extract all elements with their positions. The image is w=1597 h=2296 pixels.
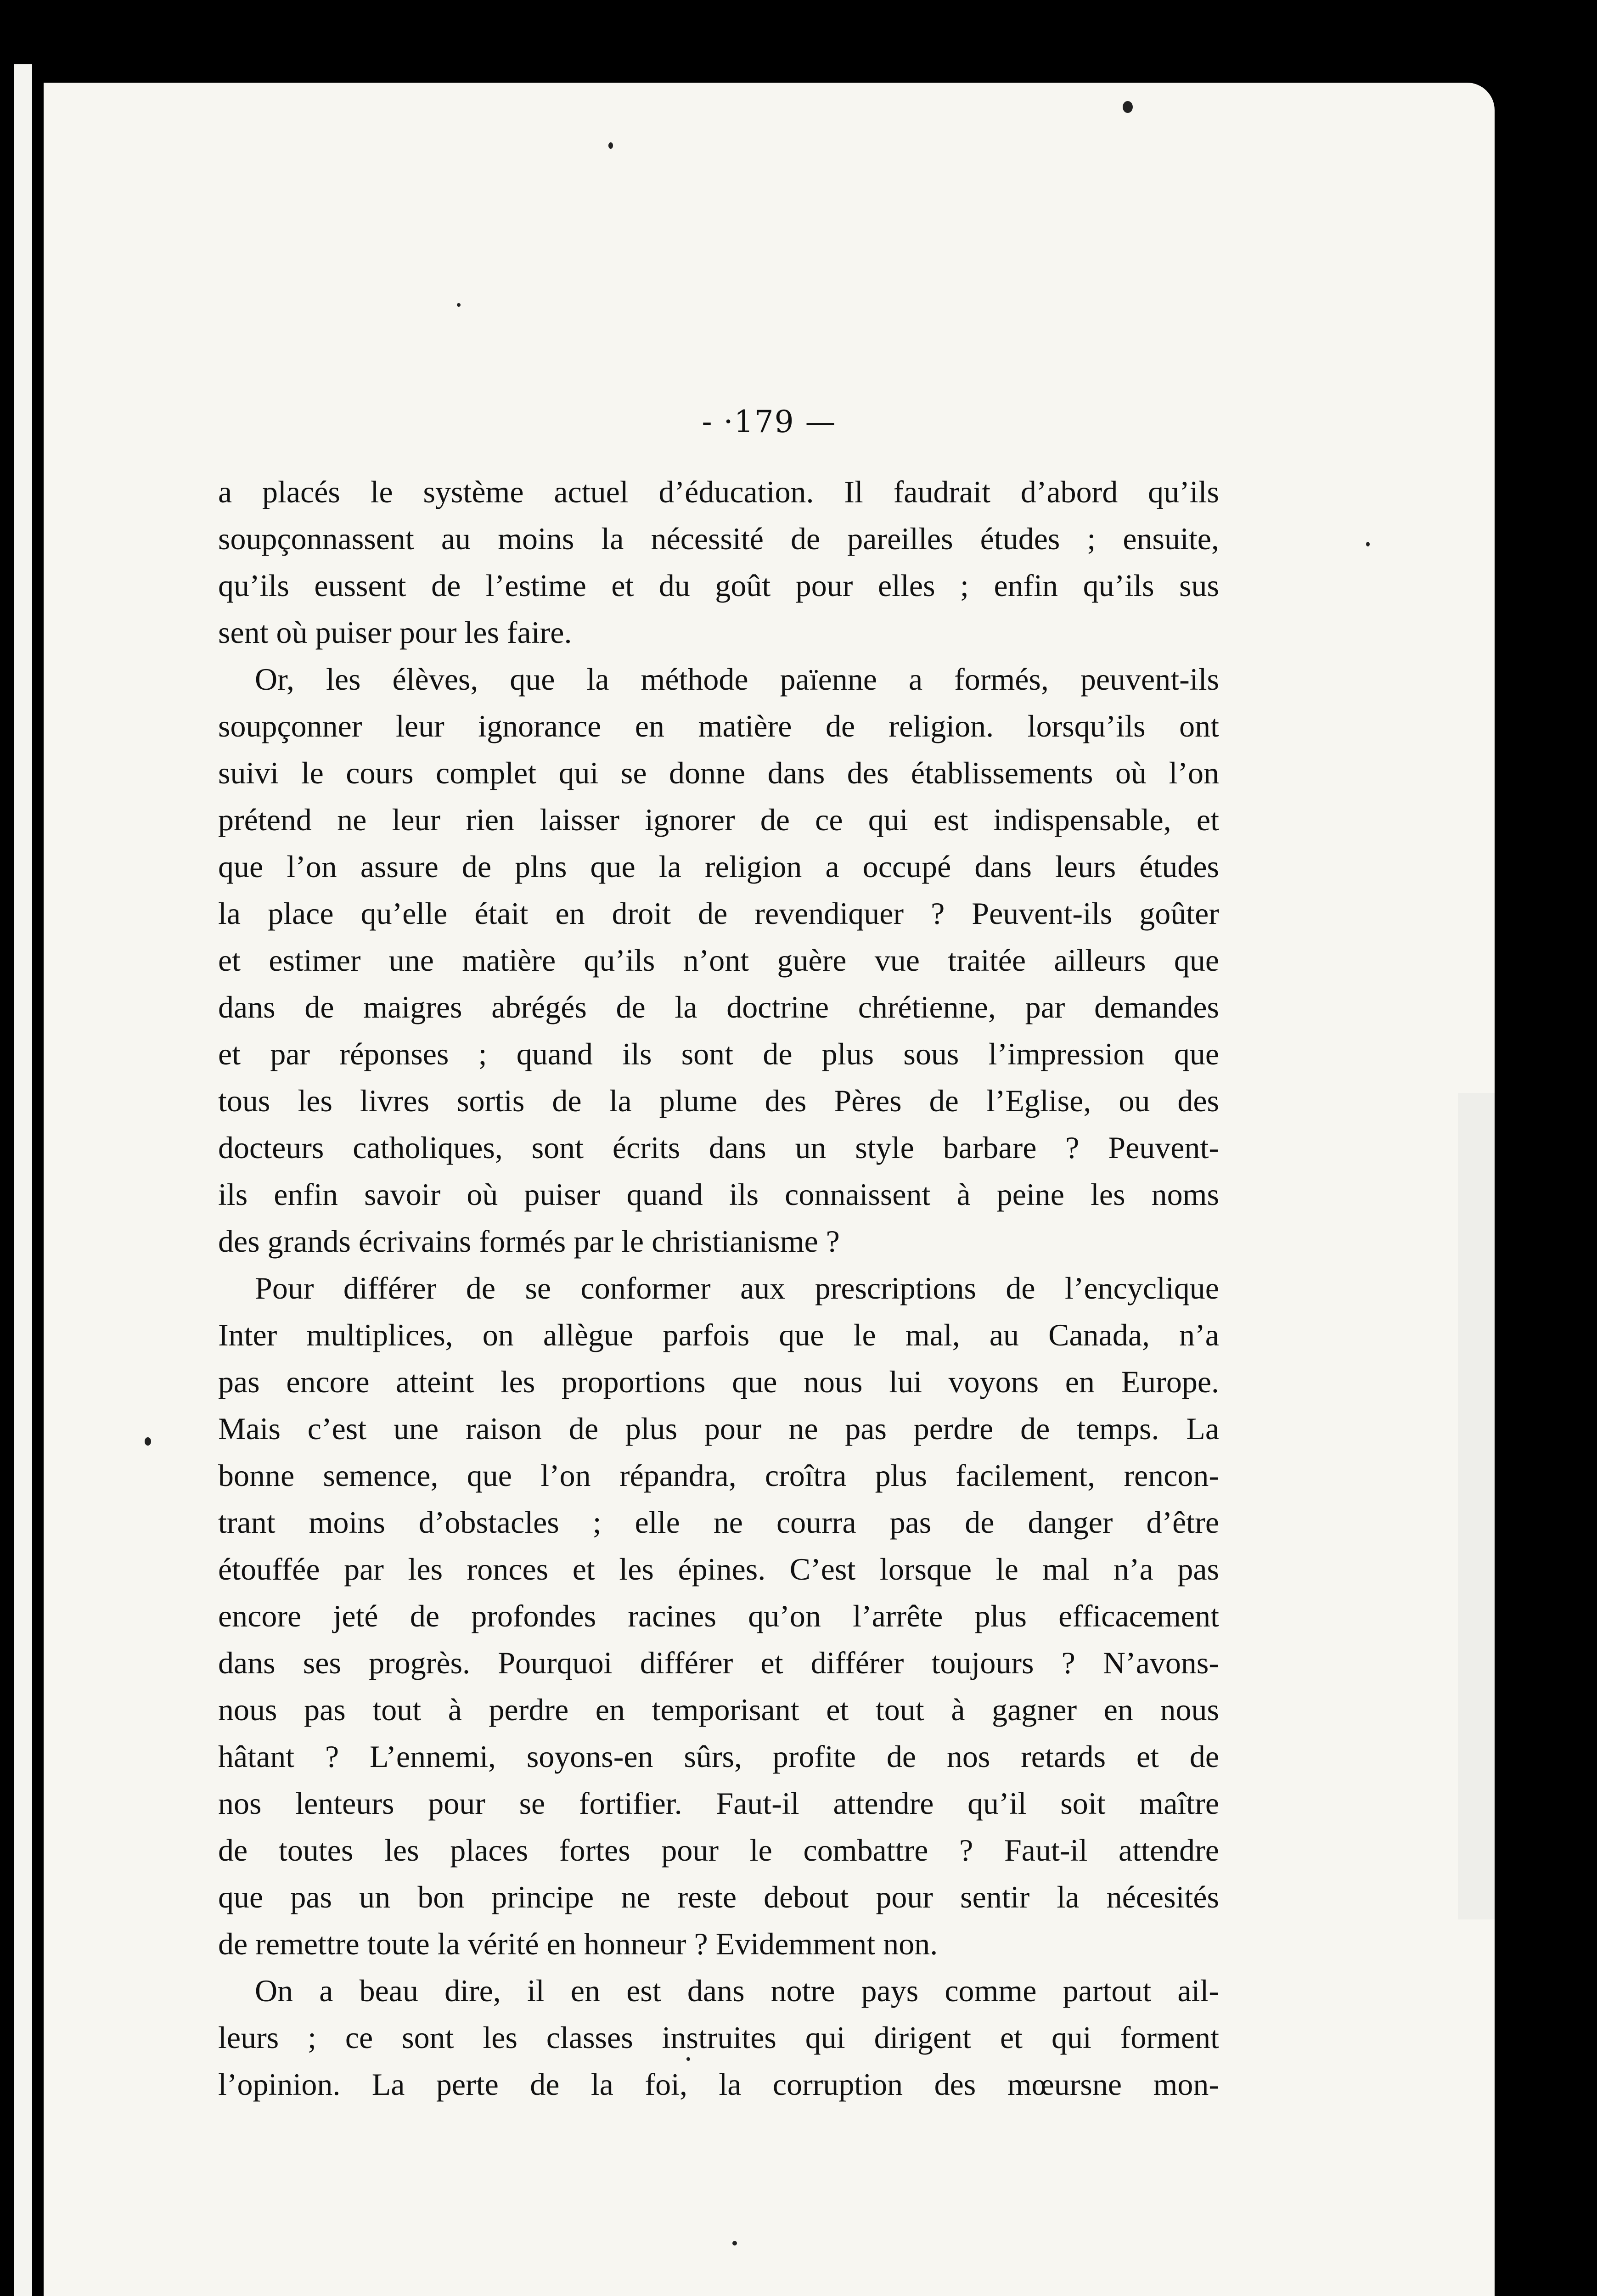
text-line: dans ses progrès. Pourquoi différer et différer toujours ? N’avons-	[218, 1645, 1219, 1680]
text-line: ils enfin savoir où puiser quand ils connaissent à peine les noms	[218, 1177, 1219, 1212]
text-line: l’opinion. La perte de la foi, la corruption des mœursne mon-	[218, 2067, 1219, 2102]
text-line: nos lenteurs pour se fortifier. Faut-il attendre qu’il soit maître	[218, 1786, 1219, 1821]
text-line: de remettre toute la vérité en honneur ? Evidemment non.	[218, 1926, 938, 1961]
text-line: Pour différer de se conformer aux prescriptions de l’encyclique	[255, 1271, 1219, 1306]
text-line: et par réponses ; quand ils sont de plus sous l’impression que	[218, 1036, 1219, 1071]
text-line: a placés le système actuel d’éducation. Il faudrait d’abord qu’ils	[218, 474, 1219, 509]
text-line: de toutes les places fortes pour le combattre ? Faut-il attendre	[218, 1833, 1219, 1868]
text-line: nous pas tout à perdre en temporisant et tout à gagner en nous	[218, 1692, 1219, 1727]
ink-speck	[1123, 101, 1133, 113]
text-line: la place qu’elle était en droit de revendiquer ? Peuvent-ils goûter	[218, 896, 1219, 931]
text-line: dans de maigres abrégés de la doctrine chrétienne, par demandes	[218, 990, 1219, 1024]
ink-speck	[457, 303, 461, 307]
page-number: - ·179 —	[702, 404, 837, 439]
text-line: encore jeté de profondes racines qu’on l’arrête plus efficacement	[218, 1598, 1219, 1633]
text-line: trant moins d’obstacles ; elle ne courra pas de danger d’être	[218, 1505, 1219, 1540]
text-line: Inter multiplices, on allègue parfois que le mal, au Canada, n’a	[218, 1317, 1219, 1352]
ink-speck	[145, 1437, 151, 1446]
text-line: et estimer une matière qu’ils n’ont guère vue traitée ailleurs que	[218, 943, 1219, 978]
text-line: Mais c’est une raison de plus pour ne pas perdre de temps. La	[218, 1411, 1219, 1446]
text-line: pas encore atteint les proportions que nous lui voyons en Europe.	[218, 1364, 1219, 1399]
text-line: hâtant ? L’ennemi, soyons-en sûrs, profite de nos retards et de	[218, 1739, 1219, 1774]
text-line: soupçonner leur ignorance en matière de religion. lorsqu’ils ont	[218, 709, 1219, 743]
book-page	[44, 83, 1495, 2296]
adjacent-page-edge	[14, 64, 32, 2296]
text-line: sent où puiser pour les faire.	[218, 615, 572, 650]
text-line: étouffée par les ronces et les épines. C’est lorsque le mal n’a pas	[218, 1552, 1219, 1587]
text-line: que pas un bon principe ne reste debout pour sentir la nécesités	[218, 1880, 1219, 1914]
ink-speck	[608, 142, 613, 149]
text-line: des grands écrivains formés par le christianisme ?	[218, 1224, 840, 1259]
text-line: docteurs catholiques, sont écrits dans un style barbare ? Peuvent-	[218, 1130, 1219, 1165]
text-line: soupçonnassent au moins la nécessité de pareilles études ; ensuite,	[218, 521, 1219, 556]
page-edge-shadow	[1458, 1093, 1495, 1919]
text-line: Or, les élèves, que la méthode païenne a formés, peuvent-ils	[255, 662, 1219, 697]
text-line: tous les livres sortis de la plume des Pères de l’Eglise, ou des	[218, 1083, 1219, 1118]
ink-speck	[1366, 542, 1370, 546]
text-line: leurs ; ce sont les classes instruites qui dirigent et qui forment	[218, 2020, 1219, 2055]
text-line: On a beau dire, il en est dans notre pays comme partout ail-	[255, 1973, 1219, 2008]
text-line: prétend ne leur rien laisser ignorer de ce qui est indispensable, et	[218, 802, 1219, 837]
ink-speck	[686, 2057, 690, 2061]
ink-speck	[732, 2241, 737, 2245]
text-line: suivi le cours complet qui se donne dans des établissements où l’on	[218, 755, 1219, 790]
text-line: qu’ils eussent de l’estime et du goût pour elles ; enfin qu’ils sus	[218, 568, 1219, 603]
text-line: que l’on assure de plns que la religion a occupé dans leurs études	[218, 849, 1219, 884]
text-line: bonne semence, que l’on répandra, croîtra plus facilement, rencon-	[218, 1458, 1219, 1493]
body-text	[218, 468, 1219, 2108]
